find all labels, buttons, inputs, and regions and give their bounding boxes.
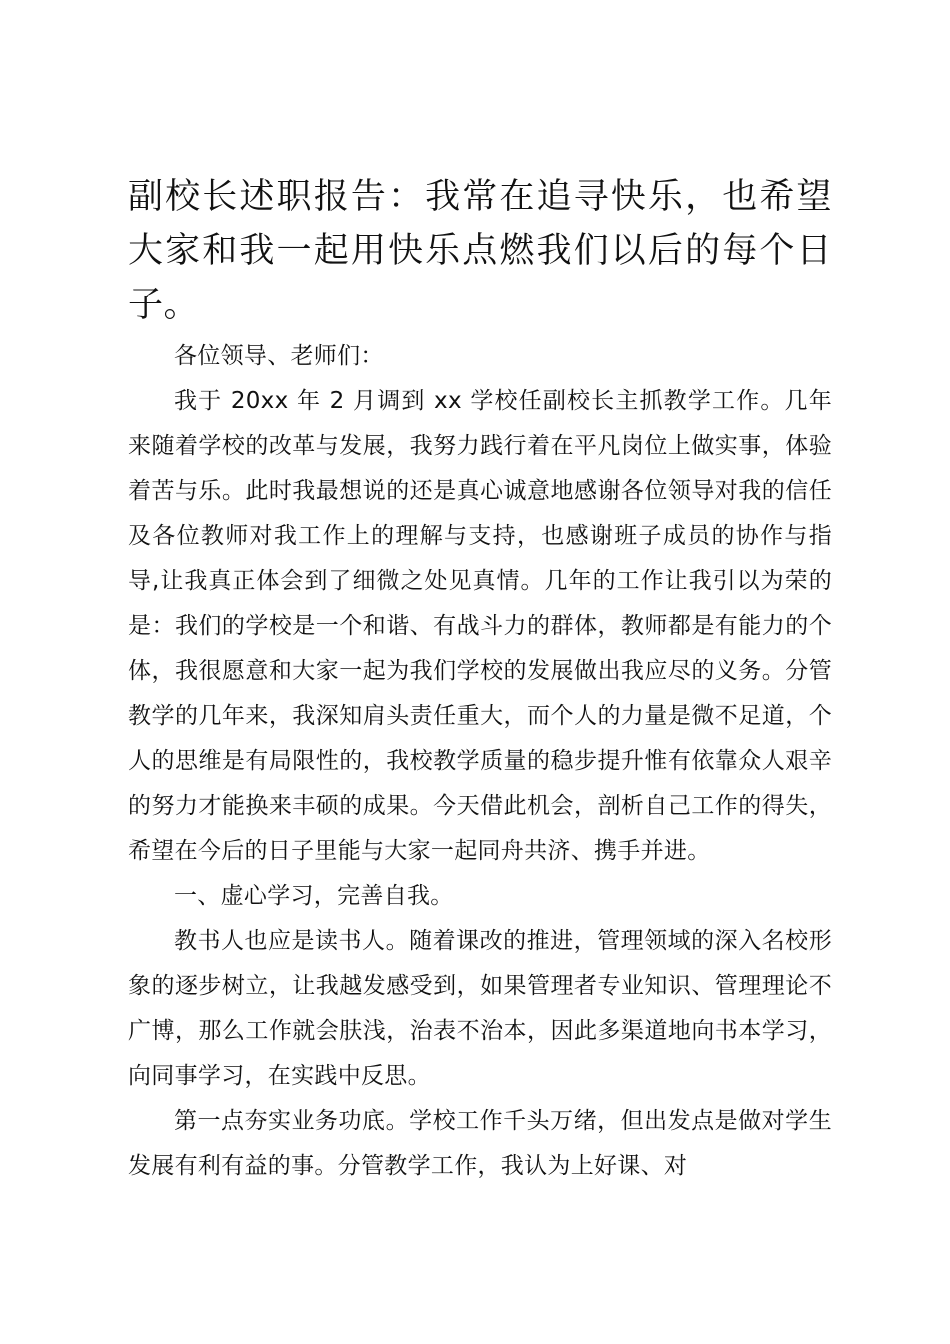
document-page — [128, 170, 832, 1189]
greeting-paragraph: 各位领导、老师们： — [174, 343, 384, 369]
document-title: 副校长述职报告：我常在追寻快乐，也希望大家和我一起用快乐点燃我们以后的每个日子。 — [128, 177, 832, 325]
body-paragraph-point-1: 第一点夯实业务功底。学校工作千头万绪，但出发点是做对学生发展有利有益的事。分管教学工作，我认为上好课、对 — [128, 1108, 832, 1179]
body-paragraph-intro: 我于 20xx 年 2 月调到 xx 学校任副校长主抓教学工作。几年来随着学校的改革与发展，我努力践行着在平凡岗位上做实事，体验着苦与乐。此时我最想说的还是真心诚意地感谢各位领导对我的信任及各位教师对我工作上的理解与支持，也感谢班子成员的协作与指导,让我真正体会到了细微之处见真情。几年的工作让我引以为荣的是：我们的学校是一个和谐、有战斗力的群体，教师都是有能力的个体，我很愿意和大家一起为我们学校的发展做出我应尽的义务。分管教学的几年来，我深知肩头责任重大，而个人的力量是微不足道，个人的思维是有局限性的，我校教学质量的稳步提升惟有依靠众人艰辛的努力才能换来丰硕的成果。今天借此机会，剖析自己工作的得失，希望在今后的日子里能与大家一起同舟共济、携手并进。 — [128, 388, 832, 864]
section-heading-1: 一、虚心学习，完善自我。 — [174, 883, 454, 909]
body-paragraph-study: 教书人也应是读书人。随着课改的推进，管理领域的深入名校形象的逐步树立，让我越发感受到，如果管理者专业知识、管理理论不广博，那么工作就会肤浅，治表不治本，因此多渠道地向书本学习，向同事学习，在实践中反思。 — [128, 928, 832, 1089]
